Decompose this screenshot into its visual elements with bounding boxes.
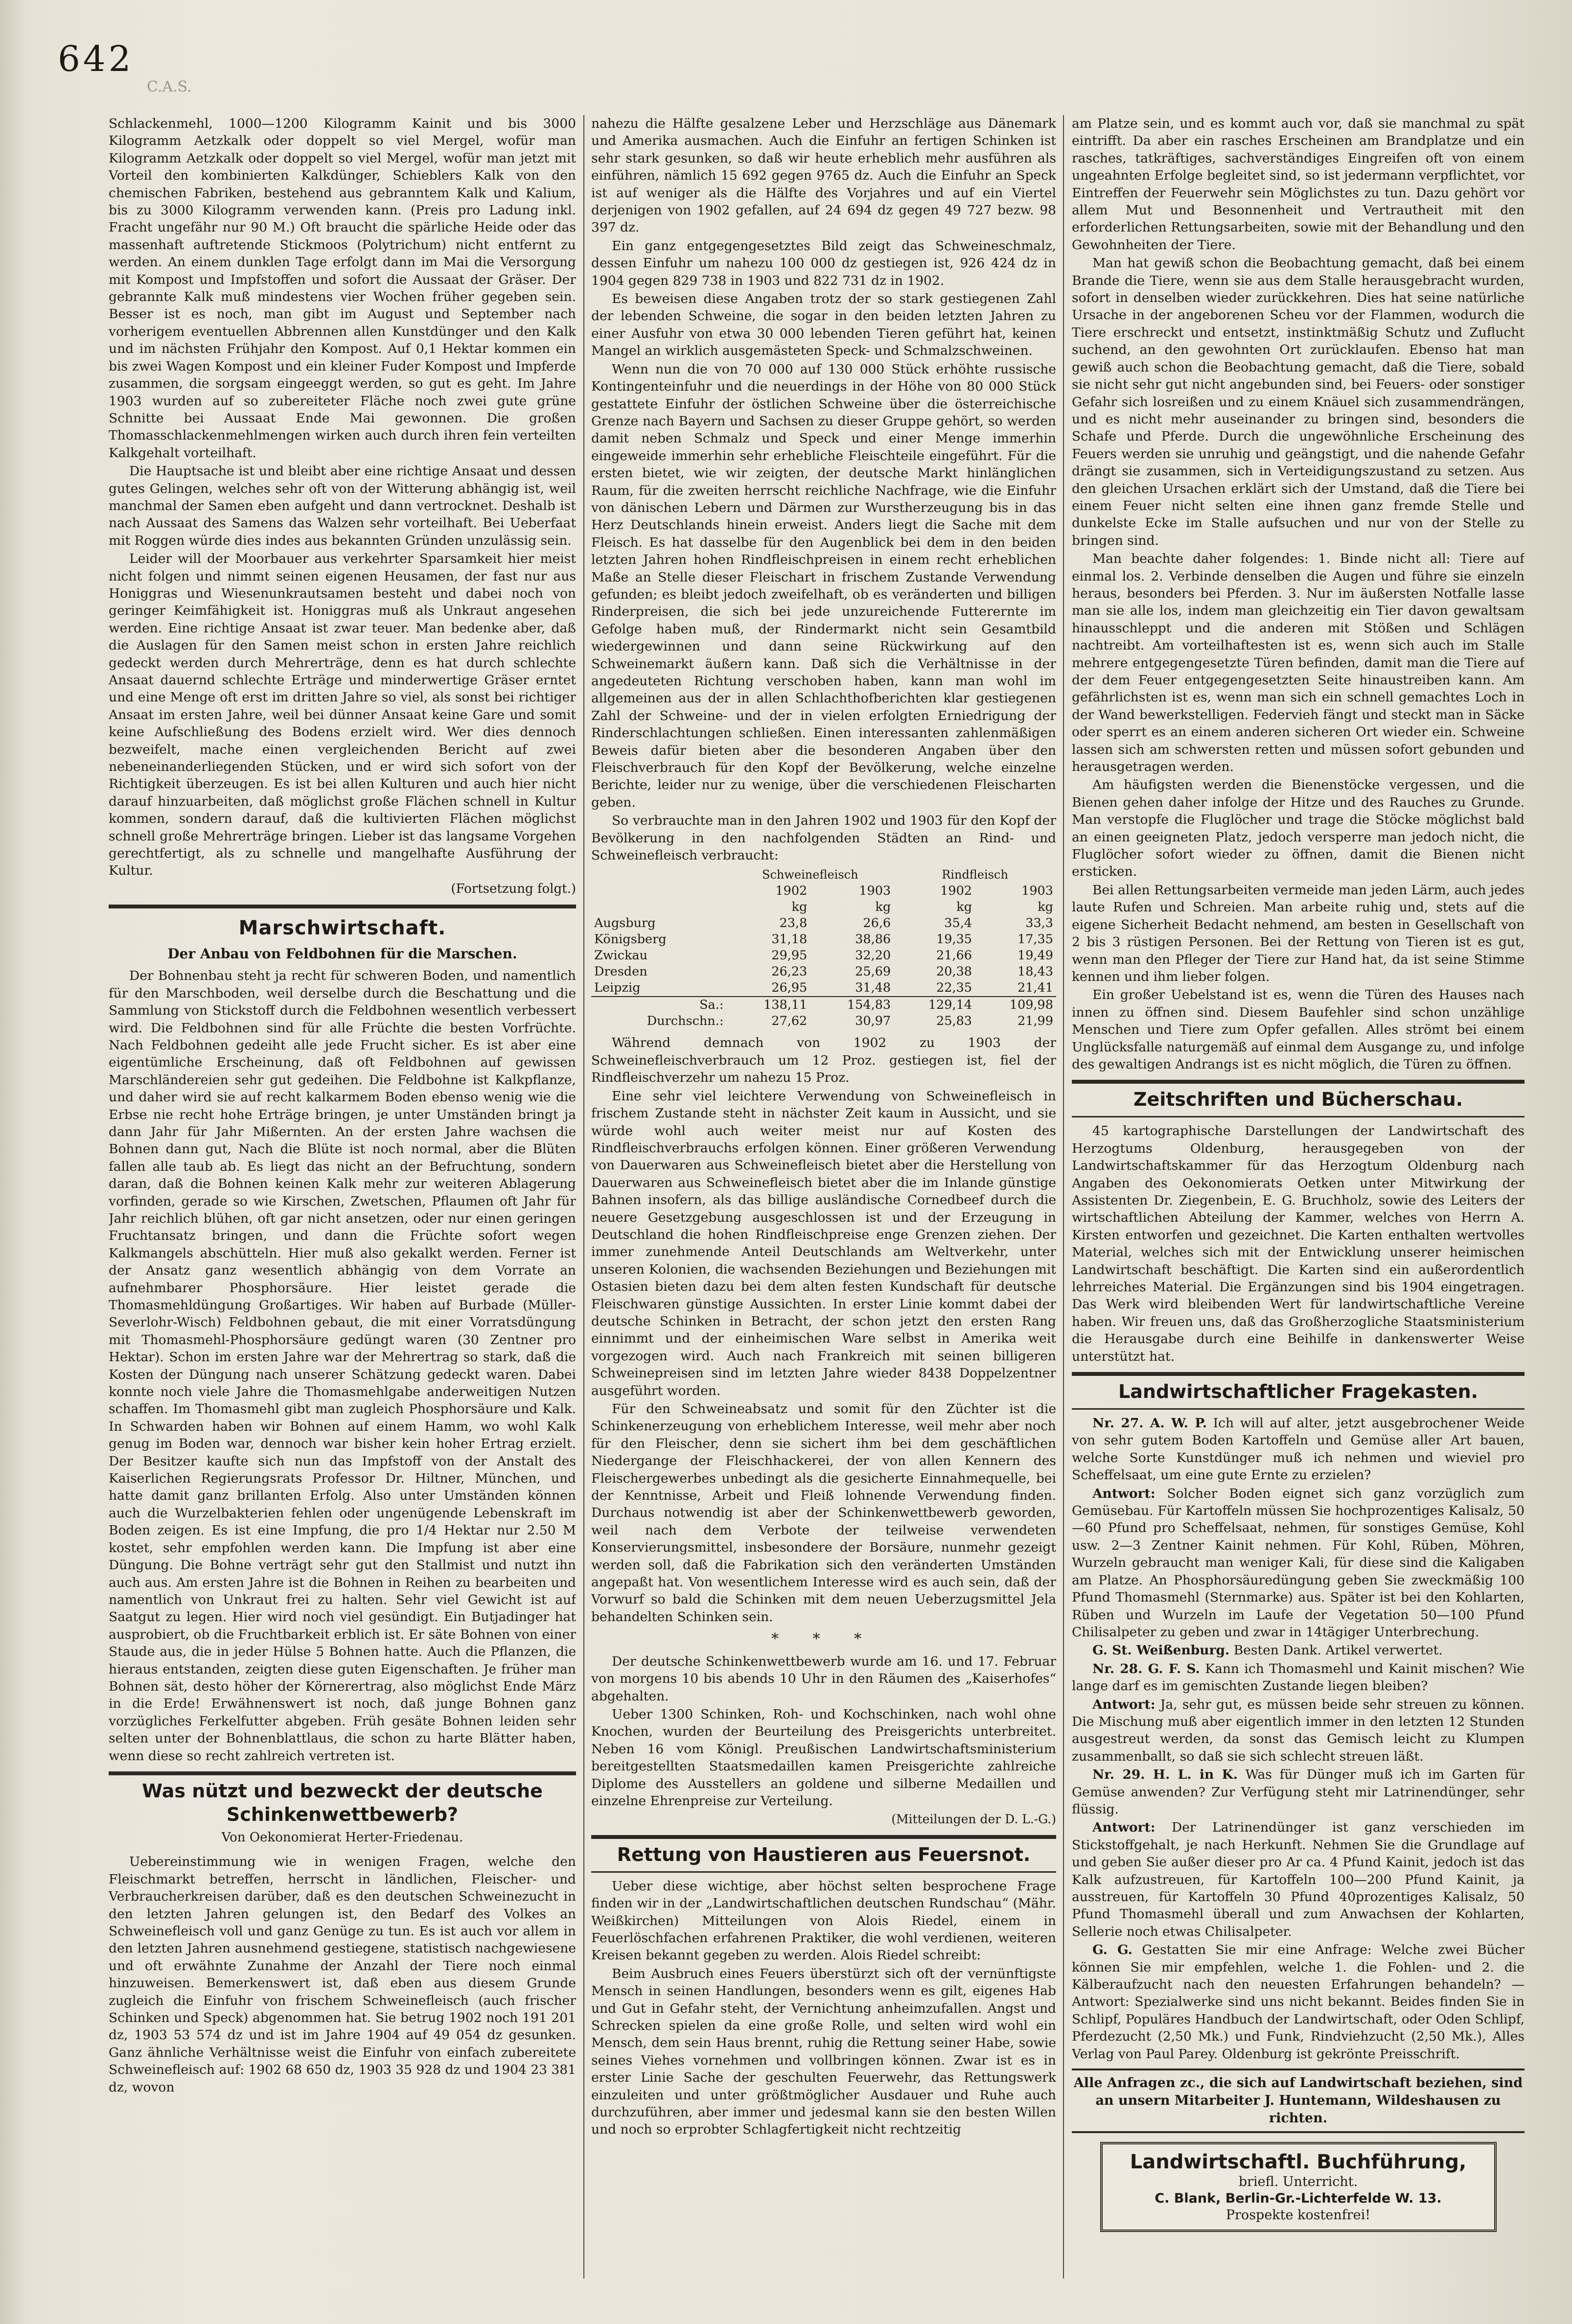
section-rule xyxy=(1072,1080,1525,1084)
table-cell: 26,6 xyxy=(863,916,891,931)
rettung-paragraph: Man hat gewiß schon die Beobachtung gemacht, daß bei einem Brande die Tiere, wenn sie aus dem Stalle herausgebracht wurden, sofort in denselben wieder zurückkehren. Dies hat seine natürliche Ursache in der angeborenen Scheu vor der Flammen, wodurch die Tiere erschreckt und entsetzt, instinktmäßig Schutz und Zuflucht suchend, an den gewohnten Ort zurücklaufen. Ebenso hat man gewiß auch schon die Beobachtung gemacht, daß die Tiere, sobald sie nicht sehr gut nicht angebunden sind, bei Feuers- oder sonstiger Gefahr sich losreißen und zu einem Knäuel sich zusammendrängen, und es nicht mehr auseinander zu bringen sind, besonders die Schafe und Pferde. Durch die ungewöhnliche Erscheinung des Feuers werden sie unruhig und geängstigt, und die nahende Gefahr drängt sie zusammen, sich in Verteidigungszustand zu setzen. Aus den gleichen Ursachen erklärt sich der Umstand, daß die Tiere bei einem Feuer nicht selten eine ihnen ganz fremde Stelle und dunkelste Ecke im Stalle aufsuchen und nur von der Stelle zu bringen sind. xyxy=(1072,256,1525,548)
table-cell: 38,86 xyxy=(855,932,891,947)
rettung-paragraph: Ein großer Uebelstand ist es, wenn die Türen des Hauses nach innen zu öffnen sind. Diesem Baufehler sind schon unzählige Menschen und Tiere zum Opfer gefallen. Alles strömt bei einem Unglücksfalle naturgemäß auf einmal dem Ausgange zu, und infolge des gewaltigen Andrangs ist es nicht möglich, die Türen zu öffnen. xyxy=(1072,987,1525,1072)
table-cell: 19,49 xyxy=(1017,948,1053,963)
table-cell: 33,3 xyxy=(1025,916,1053,931)
qa-item-head: Nr. 29. H. L. in K. xyxy=(1092,1767,1238,1783)
qa-item xyxy=(1072,1766,1525,1818)
ad-title: Landwirtschaftl. Buchführung, xyxy=(1130,2151,1467,2174)
section-title-marsch: Marschwirtschaft. xyxy=(238,917,446,940)
table-city: Augsburg xyxy=(594,916,656,931)
table-cell: 25,69 xyxy=(855,964,891,979)
table-row xyxy=(591,931,1056,948)
title-underline xyxy=(591,1871,1056,1873)
qa-item-head: Nr. 28. G. F. S. xyxy=(1092,1661,1200,1676)
table-cell: 19,35 xyxy=(936,932,972,947)
schinken-paragraph: Es beweisen diese Angaben trotz der so stark gestiegenen Zahl der lebenden Schweine, die sogar in den beiden letzten Jahren zu einer Ausfuhr von etwa 30 000 lebenden Tieren geführt hat, keinen Mangel an wirklich ausgemästeten Speck- und Schmalzschweinen. xyxy=(591,291,1056,359)
section-title-buecherschau: Zeitschriften und Bücherschau. xyxy=(1133,1089,1463,1111)
rettung-paragraph: Man beachte daher folgendes: 1. Binde nicht all: Tiere auf einmal los. 2. Verbinde denselben die Augen und führe sie einzeln heraus, besonders bei Pferden. 3. Nur im äußersten Notfalle lasse man sie alle los, indem man gleichzeitig ein Tier davon gewaltsam hinausschleppt und die anderen mit Stößen und Schlägen nachtreibt. Am vorteilhaftesten ist es, wenn sich auch im Stalle mehrere entgegengesetzte Türen befinden, damit man die Tiere auf der dem Feuer entgegengesetzten Seite hinaustreiben kann. Am gefährlichsten ist es, wenn man sich ein schnell gemachtes Loch in der Wand bewerkstelligen. Federvieh fängt und steckt man in Säcke oder sperrt es an einem anderen sicheren Ort wieder ein. Schweine lassen sich am schwersten retten und müssen sofort gebunden und herausgetragen werden. xyxy=(1072,551,1525,775)
table-cell: 29,95 xyxy=(771,948,808,963)
table-cell: 31,18 xyxy=(771,932,808,947)
table-city: Dresden xyxy=(594,964,647,979)
qa-item xyxy=(1072,1642,1525,1659)
table-cell: 25,83 xyxy=(936,1014,972,1029)
table-cell: 21,66 xyxy=(936,948,972,963)
qa-item xyxy=(1072,1819,1525,1940)
table-cell: 26,23 xyxy=(771,964,808,979)
qa-item-text: Ja, sehr gut, es müssen beide sehr streuen zu können. Die Mischung muß aber eigentlich immer in den letzten 12 Stunden ausgestreut werden, da sonst das Gemisch leicht zu Klumpen zusammenballt, so daß sie sich schlecht streuen läßt. xyxy=(1072,1697,1525,1764)
table-group-header: Schweinefleisch xyxy=(762,868,858,882)
table-cell: 20,38 xyxy=(936,964,972,979)
rettung-paragraph: Am häufigsten werden die Bienenstöcke vergessen, und die Bienen gehen daher infolge der Hitze und des Rauches zu Grunde. Man verstopfe die Fluglöcher und trage die Stöcke möglichst bald an einen geeigneten Platz, jedoch versperre man jedoch nicht, die Fluglöcher sofort wieder zu öffnen, damit die Bienen nicht ersticken. xyxy=(1072,777,1525,880)
event-paragraph: Der deutsche Schinkenwettbewerb wurde am 16. und 17. Februar von morgens 10 bis abends 10 Uhr in den Räumen des „Kaiserhofes“ abgehalten. xyxy=(591,1653,1056,1704)
qa-item-text: Kann ich Thomasmehl und Kainit mischen? Wie lange darf es im gemischten Zustande liegen bleiben? xyxy=(1072,1661,1525,1694)
section-title-fragekasten: Landwirtschaftlicher Fragekasten. xyxy=(1118,1381,1478,1403)
qa-item-head: Nr. 27. A. W. P. xyxy=(1092,1416,1207,1431)
table-year-header: 1903 xyxy=(1021,883,1053,899)
schinken-paragraph: Ein ganz entgegengesetztes Bild zeigt das Schweineschmalz, dessen Einfuhr um nahezu 100 000 dz gestiegen ist, 926 424 dz in 1904 gegen 829 738 in 1903 und 822 731 dz in 1902. xyxy=(591,238,1056,288)
section-rule xyxy=(1072,1372,1525,1376)
moor-paragraph: Die Hauptsache ist und bleibt aber eine richtige Ansaat und dessen gutes Gelingen, welches sehr oft von der Witterung abhängig ist, weil manchmal der Samen eben aufgeht und dann vertrocknet. Deshalb ist nach Aussaat des Samens das Walzen sehr vorteilhaft. Bei Ueberfaat mit Roggen würde dies indes aus bekannten Gründen unzulässig sein. xyxy=(109,464,576,548)
table-avg-row xyxy=(591,1013,1056,1029)
section-rule xyxy=(109,905,576,908)
qa-item-text: Was für Dünger muß ich im Garten für Gemüse anwenden? Zur Verfügung steht mir Latrinendünger, sehr flüssig. xyxy=(1072,1767,1525,1817)
table-unit: kg xyxy=(875,900,891,915)
rettung-paragraph: am Platze sein, und es kommt auch vor, daß sie manchmal zu spät eintrifft. Da aber ein rasches Erscheinen am Brandplatze und ein rasches, tatkräftiges, sachverständiges Eingreifen oft von einem ungeahnten Erfolge begleitet sind, so ist jedermann verpflichtet, vor Eintreffen der Feuerwehr sein Möglichstes zu tun. Dazu gehört vor allem Mut und Besonnenheit und Vertrautheit mit den erforderlichen Rettungsarbeiten, sowie mit der Behandlung und den Gewohnheiten der Tiere. xyxy=(1072,116,1525,253)
table-year-header: 1903 xyxy=(859,883,891,899)
table-cell: 31,48 xyxy=(855,980,891,996)
table-avg-label: Durchschn.: xyxy=(647,1014,724,1029)
source-credit: (Mitteilungen der D. L.-G.) xyxy=(891,1812,1056,1827)
table-cell: 22,35 xyxy=(936,980,972,996)
article-title-schinken: Was nützt und bezweckt der deutsche Schinkenwettbewerb? xyxy=(142,1780,543,1825)
schinken-paragraph: Während demnach von 1902 zu 1903 der Schweinefleischverbrauch um 12 Proz. gestiegen ist, fiel der Rindfleischverzehr um nahezu 15 Proz. xyxy=(591,1035,1056,1086)
table-unit: kg xyxy=(1038,900,1053,915)
moor-paragraph: Leider will der Moorbauer aus verkehrter Sparsamkeit hier meist nicht folgen und nimmt seinen eigenen Heusamen, der fast nur aus Honiggras und Wiesenunkrautsamen besteht und dabei noch von geringer Keimfähigkeit ist. Honiggras muß als Unkraut angesehen werden. Eine richtige Ansaat ist zwar teuer. Man bedenke aber, daß die Auslagen für den Samen meist schon in ersten Jahre reichlich gedeckt werden durch Mehrerträge, denn es hat durch schlechte Ansaat dauernd schlechte Erträge und minderwertige Gräser erntet und eine Menge oft erst im dritten Jahre so viel, als sonst bei richtiger Ansaat im ersten Jahre, weil bei dünner Ansaat keine Gare und somit keine Aufschließung des Bodens erzielt wird. Wer dies dennoch bezweifelt, mache einen vergleichenden Bericht auf zwei nebeneinanderliegenden Stücken, und er wird sich sofort von der Richtigkeit überzeugen. Es ist bei allen Kulturen und auch hier nicht darauf hinzuarbeiten, daß möglichst große Flächen schnell in Kultur kommen, sondern darauf, daß die kultivierten Flächen möglichst schnell große Mehrerträge bringen. Lieber ist das langsame Vorgehen gerechtfertigt, als zu schnelle und mangelhafte Ausführung der Kultur. xyxy=(109,551,576,879)
schinken-paragraph: nahezu die Hälfte gesalzene Leber und Herzschläge aus Dänemark und Amerika ausmachen. Auch die Einfuhr an fertigen Schinken ist sehr stark gesunken, so daß wir heute erheblich mehr ausführen als einführen, nämlich 15 692 gegen 9765 dz. Auch die Einfuhr an Speck ist auf weniger als die Hälfte des Vorjahres und auf ein Viertel derjenigen von 1902 gefallen, auf 24 694 dz gegen 49 727 bezw. 98 397 dz. xyxy=(591,116,1056,235)
table-cell: 18,43 xyxy=(1017,964,1053,979)
table-unit: kg xyxy=(956,900,972,915)
table-year-header: 1902 xyxy=(940,883,972,899)
schinken-paragraph: Uebereinstimmung wie in wenigen Fragen, welche den Fleischmarkt betreffen, herrscht in ländlichen, Fleischer- und Verbraucherkreisen darüber, daß es den deutschen Schweinezucht in den letzten Jahren gelungen ist, den Bedarf des Volkes an Schweinefleisch voll und ganz Genüge zu tun. Es ist auch vor allem in den letzten Jahren ausnehmend gestiegene, statistisch nachgewiesene und oft erwähnte Zunahme der Anzahl der Tiere noch einmal hinzuweisen. Bemerkenswert ist, daß eben aus diesem Grunde zugleich die Einfuhr von frischem Schweinefleisch (auch frischer Schinken und Speck) abgenommen hat. Sie betrug 1902 noch 191 201 dz, 1903 53 574 dz und ist im Jahre 1904 auf 49 054 dz gesunken. Ganz ähnliche Verhältnisse weist die Einfuhr von einfach zubereitete Schweinefleisch auf: 1902 68 650 dz, 1903 35 928 dz und 1904 23 381 dz, wovon xyxy=(109,1854,576,2095)
qa-item-text: Solcher Boden eignet sich ganz vorzüglich zum Gemüsebau. Für Kartoffeln müssen Sie hochprozentiges Kalisalz, 50—60 Pfund pro Scheffelsaat, nehmen, für sonstiges Gemüse, Kohl usw. 2—3 Zentner Kainit nehmen. Für Kohl, Rüben, Möhren, Wurzeln gebraucht man weniger Kali, für diese sind die Kaligaben am Platze. An Phosphorsäuredüngung geben Sie zweckmäßig 100 Pfund Thomasmehl (Sternmarke) aus. Später ist bei den Kohlarten, Rüben und Wurzeln im Laufe der Vegetation 50—100 Pfund Chilisalpeter zu geben und zwar in 14tägiger Unterbrechung. xyxy=(1072,1486,1525,1640)
table-city: Königsberg xyxy=(594,932,667,947)
article-title-rettung: Rettung von Haustieren aus Feuersnot. xyxy=(617,1843,1031,1865)
table-city: Leipzig xyxy=(594,980,641,996)
table-cell: 109,98 xyxy=(975,997,1056,1013)
qa-item-head: Antwort: xyxy=(1092,1820,1156,1836)
column-2 xyxy=(591,115,1056,2283)
moor-paragraph: Schlackenmehl, 1000—1200 Kilogramm Kainit und bis 3000 Kilogramm Aetzkalk oder doppelt so viel Mergel, wofür man Kilogramm Aetzkalk oder doppelt so viel Mergel, wofür man jetzt mit Vorteil den kombinierten Kalkdünger, Schieblers Kalk von den chemischen Fabriken, bestehend aus gebranntem Kalk und Kalium, bis zu 3000 Kilogramm verwenden kann. (Preis pro Ladung inkl. Fracht ungefähr nur 90 M.) Oft braucht die spärliche Heide oder das massenhaft auftretende Stickmoos (Polytrichum) nicht entfernt zu werden. An einem dunklen Tage erfolgt dann im Mai die Versorgung mit Kompost und Impfstoffen und sofort die Aussaat der Gräser. Der gebrannte Kalk muß mindestens vier Wochen früher gegeben sein. Besser ist es noch, man gibt im August und September nach vorherigem eventuellen Abbrennen allen Kunstdünger und den Kalk und im nächsten Frühjahr den Kompost. Auf 0,1 Hektar kommen ein bis zwei Wagen Kompost und ein kleiner Fuder Kompost und Impferde zusammen, die sorgsam eingeeggt werden, so gut es geht. Im Jahre 1903 wurden auf so zubereiteter Fläche noch zwei gute grüne Schnitte bei Aussaat Ende Mai gewonnen. Die großen Thomasschlackenmehlmengen wirken auch durch ihren fein verteilten Kalkgehalt vorteilhaft. xyxy=(109,116,576,461)
schinken-paragraph: Für den Schweineabsatz und somit für den Züchter ist die Schinkenerzeugung von erheblichem Interesse, weil mehr aber noch für den Fleischer, denn sie sichert ihm bei dem geschäftlichen Niedergange der Fleischhackerei, der von allen Kennern des Fleischergewerbes unbedingt als die gesicherte Einnahmequelle, bei der Kenntnisse, Arbeit und Fleiß lohnende Verwendung finden. Durchaus notwendig ist aber der Schinkenwettbewerb geworden, weil nach dem Verbote der teilweise verwendeten Konservierungsmittel, insbesondere der Borsäure, nunmehr gezeigt werden soll, daß die Fabrikation sich den veränderten Umständen angepaßt hat. Von wesentlichem Interesse wird es auch sein, daß der Vorwurf so bald die Schinken mit dem neuen Ueberzugsmittel Jela behandelten Schinken sein. xyxy=(591,1401,1056,1625)
page-number: 642 xyxy=(58,38,134,79)
qa-item-text: Ich will auf alter, jetzt ausgebrochener Weide von sehr gutem Boden Kartoffeln und Gemüse aller Art bauen, welche Sorte Kunstdünger muß ich nehmen und wieviel pro Scheffelsaat, um eine gute Ernte zu erzielen? xyxy=(1072,1416,1525,1483)
article-byline: Von Oekonomierat Herter-Friedenau. xyxy=(221,1830,463,1845)
rettung-paragraph: Bei allen Rettungsarbeiten vermeide man jeden Lärm, auch jedes laute Rufen und Schreien. Man arbeite ruhig und, stets auf die eigene Sicherheit Bedacht nehmend, am besten in Gesellschaft von 2 bis 3 rüstigen Personen. Bei der Rettung von Tieren ist es gut, wenn man den Pfleger der Tiere zur Hand hat, da ist seine Stimme kennen und ihm lieber folgen. xyxy=(1072,882,1525,984)
table-group-header: Rindfleisch xyxy=(942,868,1008,882)
inquiry-notice: Alle Anfragen zc., die sich auf Landwirtschaft beziehen, sind an unsern Mitarbeiter J. Huntemann, Wildeshausen zu richten. xyxy=(1072,2068,1525,2133)
review-paragraph: 45 kartographische Darstellungen der Landwirtschaft des Herzogtums Oldenburg, herausgegeben von der Landwirtschaftskammer für das Herzogtum Oldenburg nach Angaben des Oekonomierats Oetken unter Mitwirkung der Assistenten Dr. Ziegenbein, E. G. Bruchholz, sowie des Leiters der wirtschaftlichen Abteilung der Kammer, welches von Herrn A. Kirsten entworfen und gezeichnet. Die Karten enthalten wertvolles Material, welches sich mit der Entwicklung unserer heimischen Landwirtschaft beschäftigt. Die Karten sind ein außerordentlich lehrreiches Material. Die Ergänzungen sind bis 1904 eingetragen. Das Werk wird bleibenden Wert für landwirtschaftliche Vereine haben. Wir freuen uns, daß das Großherzogliche Staatsministerium die Herausgabe durch eine Beihilfe in dankenswerter Weise unterstützt hat. xyxy=(1072,1123,1525,1364)
table-cell: 21,99 xyxy=(1017,1014,1053,1029)
schinken-paragraph: Wenn nun die von 70 000 auf 130 000 Stück erhöhte russische Kontingenteinfuhr und die neuerdings in der Höhe von 80 000 Stück gestattete Einfuhr der östlichen Schweine über die österreichische Grenze nach Bayern und Sachsen zu dieser Gruppe gehört, so werden damit neben Schmalz und Speck und einer Menge immerhin eingeweide immerhin sehr erhebliche Fleischteile eingeführt. Für die ersten bietet, wie wir zeigten, der deutsche Markt hinlänglichen Raum, für die zweiten herrscht reichliche Nachfrage, wie die Einfuhr von dänischen Lebern und Därmen zur Wurstherzeugung bis in das Herz Deutschlands hinein erweist. Anders liegt die Sache mit dem Fleisch. Es hat dasselbe für den Augenblick bei dem in den beiden letzten Jahren hohen Rindfleischpreisen in einem recht erheblichen Maße an Stelle dieser Fleischart in frischem Zustande Verwendung gefunden; es bleibt jedoch zweifelhaft, ob es veränderten und billigen Rinderpreisen, die sich bei jede unzureichende Futterernte im Gefolge haben muß, der Rindermarkt nicht sein Gesamtbild wiedergewinnen und dann seine Rückwirkung auf den Schweinemarkt äußern kann. Daß sich die Verhältnisse in der angedeuteten Richtung verschoben haben, kann man wohl im allgemeinen aus der in allen Schlachthofberichten klar gestiegenen Zahl der Schweine- und der in vielen erfolgten Erniedrigung der Rinderschlachtungen schließen. Einen interessanten zahlenmäßigen Beweis dafür bieten aber die besonderen Angaben über den Fleischverbrauch für den Kopf der Bevölkerung, welche einzelne Berichte, leider nur zu wenige, über die verschiedenen Fleischarten geben. xyxy=(591,361,1056,810)
advertisement-box xyxy=(1100,2142,1497,2232)
table-cell: 138,11 xyxy=(726,997,810,1013)
qa-item-head: Antwort: xyxy=(1092,1486,1156,1501)
qa-item xyxy=(1072,1660,1525,1695)
title-underline xyxy=(1072,1116,1525,1117)
section-rule xyxy=(591,1835,1056,1839)
table-cell: 32,20 xyxy=(855,948,891,963)
table-row xyxy=(591,980,1056,997)
margin-mark: C.A.S. xyxy=(147,78,192,95)
marsch-paragraph: Der Bohnenbau steht ja recht für schweren Boden, und namentlich für den Marschboden, weil derselbe durch die Beschattung und die Sammlung von Stickstoff durch die Feldbohnen wesentlich verbessert wird. Die Feldbohnen sind für alle Früchte die besten Vorfrüchte. Nach Feldbohnen gedeiht alle jede Frucht sicher. Es ist aber eine eigentümliche Erscheinung, daß oft Feldbohnen auf gewissen Marschländereien sehr gut gedeihen. Die Feldbohne ist Kalkpflanze, und daher wird sie auf recht kalkarmem Boden ebenso wenig wie die Erbse nie recht hohe Erträge bringen, je unter Umständen bringt ja dann Jahr für Jahr Mißernten. An der ersten Jahre wachsen die Bohnen dann gut, Nach die Blüte ist noch normal, aber die Blüten fallen alle taub ab. Es liegt das nicht an der Befruchtung, sondern daran, daß die Bohnen keinen Kalk mehr zur weiteren Ablagerung vorfinden, gerade so wie Kirschen, Zwetschen, Pflaumen oft Jahr für Jahr reichlich blühen, oft gar nicht ansetzen, oder nur einen geringen Fruchtansatz bringen, und dann die Früchte sofort wegen Kalkmangels abschütteln. Hier muß also gekalkt werden. Ferner ist der Ansatz ganz wesentlich abhängig von dem Vorrate an aufnehmbarer Phosphorsäure. Hier leistet gerade die Thomasmehldüngung Großartiges. Wir haben auf Burbade (Müller-Severlohr-Wisch) Feldbohnen gebaut, die mit einer Vorratsdüngung mit Thomasmehl-Phosphorsäure gedüngt waren (30 Zentner pro Hektar). Schon im ersten Jahre war der Mehrertrag so stark, daß die Kosten der Düngung nach unserer Schätzung gedeckt waren. Dabei konnte noch viele Jahre die Thomasmehlgabe anderweitigen Nutzen schaffen. Im Thomasmehl gibt man zugleich Phosphorsäure und Kalk. In Schwarden haben wir Bohnen auf einem Hamm, wo wohl Kalk genug im Boden war, dennoch war bisher kein hoher Ertrag erzielt. Der Besitzer kaufte sich nun das Impfstoff von der Anstalt des Kaiserlichen Regierungsrats Professor Dr. Hiltner, München, und hatte damit ganz brillanten Erfolg. Also unter Umständen können auch die Wurzelbakterien fehlen oder ungenügende Lebenskraft im Boden zeigen. Es ist eine Impfung, die pro 1/4 Hektar nur 2.50 M kostet, sehr empfohlen werden kann. Die Impfung ist aber eine Düngung. Die Bohne verträgt sehr gut den Stallmist und nutzt ihn auch aus. Am ersten Jahre ist die Bohnen in Reihen zu bearbeiten und namentlich von Unkraut frei zu halten. Sehr viel Gewicht ist auf Saatgut zu legen. Hier wird noch viel gesündigt. Ein Butjadinger hat ausprobiert, ob die Fruchtbarkeit erblich ist. Er säte Bohnen von einer Staude aus, die in jeder Hülse 5 Bohnen hatte. Auch die Pflanzen, die hieraus entstanden, zeigten diese guten Eigenschaften. Je früher man Bohnen sät, desto höher der Körnerertrag, also möglichst Ende März in die Erde! Erwähnenswert ist noch, daß junge Bohnen ganz vorzügliches Ferkelfutter abgeben. Früh gesäte Bohnen leiden sehr selten unter der Bohnenblattlaus, die schon zu harte Blätter haben, wenn diese so recht zahlreich vertreten ist. xyxy=(109,968,576,1764)
table-city: Zwickau xyxy=(594,948,648,963)
table-sum-row xyxy=(591,997,1056,1013)
table-row xyxy=(591,964,1056,980)
ad-line: briefl. Unterricht. xyxy=(1238,2174,1358,2190)
ad-line: Prospekte kostenfrei! xyxy=(1225,2208,1371,2223)
table-cell: 17,35 xyxy=(1017,932,1053,947)
table-row xyxy=(591,948,1056,964)
table-cell: 21,41 xyxy=(1017,980,1053,996)
column-3 xyxy=(1072,115,1525,2283)
section-rule xyxy=(109,1771,576,1775)
table-year-header: 1902 xyxy=(775,883,808,899)
table-cell: 23,8 xyxy=(779,916,808,931)
qa-item xyxy=(1072,1941,1525,2063)
qa-item-text: Besten Dank. Artikel verwertet. xyxy=(1233,1643,1443,1658)
table-sum-label: Sa.: xyxy=(591,997,726,1013)
qa-item-head: G. G. xyxy=(1092,1942,1133,1958)
table-cell: 30,97 xyxy=(855,1014,891,1029)
ad-line: C. Blank, Berlin-Gr.-Lichterfelde W. 13. xyxy=(1155,2191,1442,2207)
schinken-paragraph: Eine sehr viel leichtere Verwendung von Schweinefleisch in frischem Zustande steht in nächster Zeit kaum in Aussicht, und sie würde wohl auch weiter meist nur auf Kosten des Rindfleischverbrauchs erfolgen können. Einer größeren Verwendung von Dauerwaren aus Schweinefleisch bietet aber die Herstellung von Dauerwaren aus Schweinefleisch bietet aber die im Inlande günstige Bahnen insofern, als das billige ausländische Cornedbeef durch die neuere Gesetzgebung ausgeschlossen ist und der Erzeugung in Deutschland die hohen Rindfleischpreise enge Grenzen ziehen. Der immer zunehmende Anteil Deutschlands am Weltverkehr, unter unseren Kolonien, die wachsenden Beziehungen und Beziehungen mit Ostasien bieten dazu bei dem alten festen Kundschaft für deutsche Fleischwaren günstige Aussichten. In erster Linie kommt dabei der deutsche Schinken in Betracht, der schon jetzt den ersten Rang einnimmt und der einheimischen Ware selbst in Amerika weit vorgezogen wird. Auch nach Frankreich mit seinen billigeren Schweinepreisen sind im letzten Jahre wieder 8438 Doppelzentner ausgeführt worden. xyxy=(591,1088,1056,1398)
section-stars: * * * xyxy=(771,1630,877,1648)
table-cell: 26,95 xyxy=(771,980,808,996)
column-1 xyxy=(109,115,576,2283)
event-paragraph: Ueber 1300 Schinken, Roh- und Kochschinken, nach wohl ohne Knochen, wurden der Beurteilung des Preisgerichts unterbreitet. Neben 16 vom Königl. Preußischen Landwirtschaftsministerium bereitgestellten Staatsmedaillen kamen Preisgerichte zahlreiche Diplome des Ausstellers an goldene und silberne Medaillen und einzelne Ehrenpreise zur Verteilung. xyxy=(591,1706,1056,1809)
column-rule-2 xyxy=(1063,115,1064,2278)
qa-item-text: Gestatten Sie mir eine Anfrage: Welche zwei Bücher können Sie mir empfehlen, welche 1. die Fohlen- und 2. die Kälberaufzucht nach den neuesten Erfahrungen behandeln? — Antwort: Spezialwerke sind uns nicht bekannt. Beides finden Sie in Schlipf, Populäres Handbuch der Landwirtschaft, oder Oden Schlipf, Pferdezucht (2,50 Mk.) und Funk, Rindviehzucht (2,50 Mk.), Alles Verlag von Paul Parey. Oldenburg ist gekrönte Preisschrift. xyxy=(1072,1942,1525,2062)
qa-item xyxy=(1072,1415,1525,1484)
table-unit: kg xyxy=(791,900,808,915)
qa-item-text: Der Latrinendünger ist ganz verschieden im Stickstoffgehalt, je nach Herkunft. Nehmen Sie die Grundlage auf und geben Sie außer dieser pro Ar ca. 4 Pfund Kainit, jedoch ist das Kalk aufzustreuen, für Kartoffeln 100—200 Pfund Kainit, ja ausstreuen, für Kartoffeln 30 Pfund 40prozentiges Kalisalz, 50 Pfund Thomasmehl überall und zum Anwachsen der Kohlarten, Sellerie noch etwas Chilisalpeter. xyxy=(1072,1820,1525,1939)
table-cell: 154,83 xyxy=(810,997,894,1013)
article-subtitle-feldbohnen: Der Anbau von Feldbohnen für die Marschen. xyxy=(167,946,517,962)
table-cell: 129,14 xyxy=(894,997,975,1013)
meat-consumption-table xyxy=(591,867,1056,1029)
qa-item xyxy=(1072,1485,1525,1641)
table-cell: 27,62 xyxy=(771,1014,808,1029)
qa-item-head: G. St. Weißenburg. xyxy=(1092,1643,1230,1658)
qa-item-head: Antwort: xyxy=(1092,1697,1156,1712)
qa-item xyxy=(1072,1696,1525,1766)
table-row xyxy=(591,915,1056,931)
rettung-paragraph: Ueber diese wichtige, aber höchst selten besprochene Frage finden wir in der „Landwirtschaftlichen deutschen Rundschau“ (Mähr. Weißkirchen) Mitteilungen von Alois Riedel, einem in Feuerlöschfachen erfahrenen Praktiker, die wohl verdienen, weiteren Kreisen bekannt gegeben zu werden. Alois Riedel schreibt: xyxy=(591,1878,1056,1963)
title-underline xyxy=(1072,1408,1525,1410)
schinken-paragraph: So verbrauchte man in den Jahren 1902 und 1903 für den Kopf der Bevölkerung in den nachfolgenden Städten an Rind- und Schweinefleisch verbraucht: xyxy=(591,813,1056,863)
table-cell: 35,4 xyxy=(944,916,972,931)
continued-note: (Fortsetzung folgt.) xyxy=(451,881,576,896)
rettung-paragraph: Beim Ausbruch eines Feuers überstürzt sich oft der vernünftigste Mensch in seinen Handlungen, besonders wenn es gilt, eigenes Hab und Gut in Gefahr steht, der Vernichtung anheimzufallen. Angst und Schrecken spielen da eine große Rolle, und selten wird wohl ein Mensch, dem sein Haus brennt, ruhig die Rettung seiner Habe, sowie seines Viehes vornehmen und vollbringen können. Zwar ist es in erster Linie Sache der geschulten Feuerwehr, das Rettungswerk einzuleiten und unter größtmöglicher Ausdauer und Ruhe auch durchzuführen, aber immer und jedesmal kann sie den besten Willen und noch so erprobter Schlagfertigkeit nicht rechtzeitig xyxy=(591,1966,1056,2138)
column-rule-1 xyxy=(583,115,584,2278)
